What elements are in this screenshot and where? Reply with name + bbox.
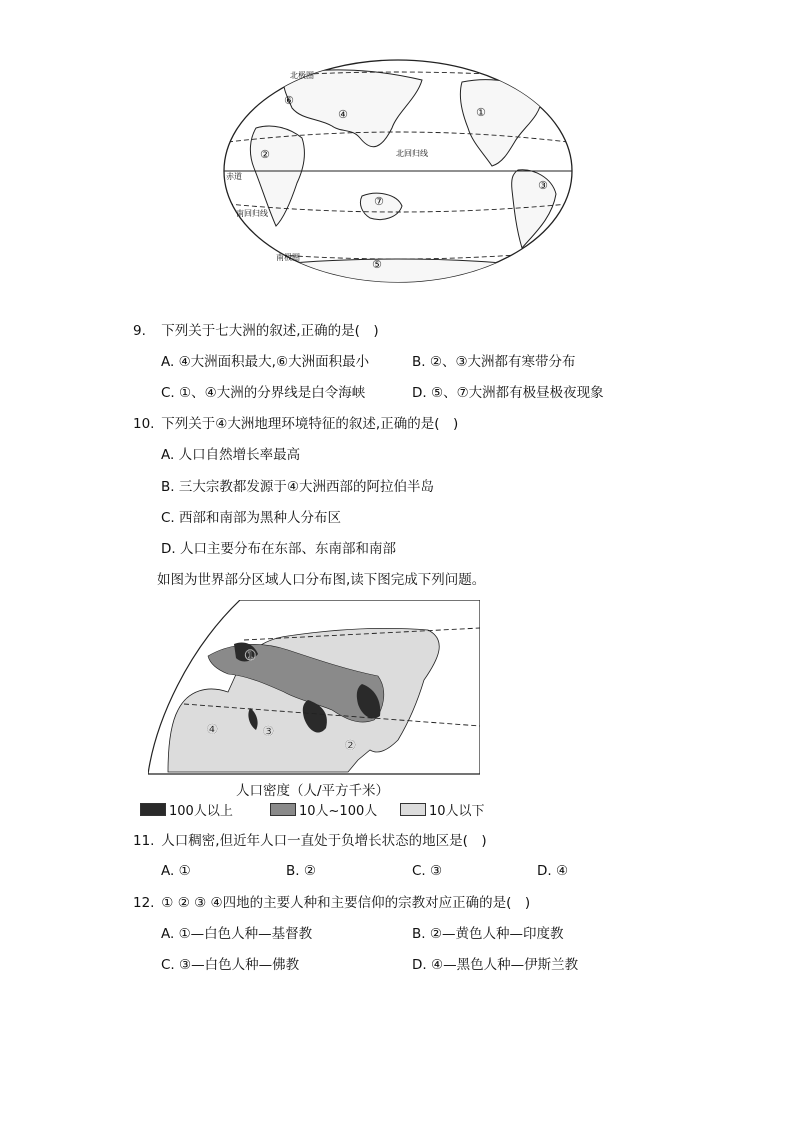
question-number: 9. xyxy=(133,323,146,339)
world-map xyxy=(222,58,574,284)
question-number: 12. xyxy=(133,895,155,911)
option-10b[interactable]: B. 三大宗教都发源于④大洲西部的阿拉伯半岛 xyxy=(161,479,434,495)
marker-1: ① xyxy=(476,106,486,119)
marker-5: ⑤ xyxy=(372,258,382,271)
option-10d[interactable]: D. 人口主要分布在东部、东南部和南部 xyxy=(161,541,396,557)
option-10c[interactable]: C. 西部和南部为黑种人分布区 xyxy=(161,510,342,526)
option-9b[interactable]: B. ②、③大洲都有寒带分布 xyxy=(412,354,576,370)
option-11d[interactable]: D. ④ xyxy=(537,863,569,879)
question-9 xyxy=(133,322,379,340)
question-text: 下列关于④大洲地理环境特征的叙述,正确的是( ) xyxy=(161,416,459,432)
marker-1: ① xyxy=(244,648,257,664)
legend-title: 人口密度（人/平方千米） xyxy=(236,783,390,799)
marker-2: ② xyxy=(344,738,357,754)
question-text: 下列关于七大洲的叙述,正确的是( ) xyxy=(161,323,379,339)
tropic-of-capricorn-label: 南回归线 xyxy=(236,209,268,218)
question-11 xyxy=(133,832,487,850)
legend-item-medium xyxy=(270,800,377,819)
option-12b[interactable]: B. ②—黄色人种—印度教 xyxy=(412,926,564,942)
legend-label: 100人以上 xyxy=(169,804,233,819)
question-text: ① ② ③ ④四地的主要人种和主要信仰的宗教对应正确的是( ) xyxy=(161,895,531,911)
marker-3: ③ xyxy=(262,724,275,740)
legend-item-high xyxy=(140,800,233,819)
legend-swatch xyxy=(270,803,296,816)
legend-swatch xyxy=(400,803,426,816)
option-11b[interactable]: B. ② xyxy=(286,863,316,879)
legend-item-low xyxy=(400,800,485,819)
question-number: 10. xyxy=(133,416,155,432)
option-9d[interactable]: D. ⑤、⑦大洲都有极昼极夜现象 xyxy=(412,385,604,401)
legend-label: 10人以下 xyxy=(429,804,485,819)
marker-2: ② xyxy=(260,148,270,161)
legend-swatch xyxy=(140,803,166,816)
option-11a[interactable]: A. ① xyxy=(161,863,191,879)
option-10a[interactable]: A. 人口自然增长率最高 xyxy=(161,447,301,463)
option-9a[interactable]: A. ④大洲面积最大,⑥大洲面积最小 xyxy=(161,354,370,370)
legend-label: 10人~100人 xyxy=(299,804,378,819)
marker-3: ③ xyxy=(538,179,548,192)
tropic-of-cancer-label: 北回归线 xyxy=(396,149,428,158)
population-density-map xyxy=(148,600,480,776)
arctic-circle-label: 北极圈 xyxy=(290,71,314,80)
antarctic-circle-label: 南极圈 xyxy=(276,253,300,262)
marker-6: ⑥ xyxy=(284,94,294,107)
question-10 xyxy=(133,415,458,433)
question-number: 11. xyxy=(133,833,155,849)
option-11c[interactable]: C. ③ xyxy=(412,863,443,879)
marker-4: ④ xyxy=(206,722,219,738)
intro-text: 如图为世界部分区域人口分布图,读下图完成下列问题。 xyxy=(157,572,486,588)
option-9c[interactable]: C. ①、④大洲的分界线是白令海峡 xyxy=(161,385,366,401)
question-12 xyxy=(133,894,530,912)
question-text: 人口稠密,但近年人口一直处于负增长状态的地区是( ) xyxy=(161,833,487,849)
marker-7: ⑦ xyxy=(374,195,384,208)
equator-label: 赤道 xyxy=(226,172,242,181)
option-12c[interactable]: C. ③—白色人种—佛教 xyxy=(161,957,300,973)
marker-4: ④ xyxy=(338,108,348,121)
option-12d[interactable]: D. ④—黑色人种—伊斯兰教 xyxy=(412,957,579,973)
option-12a[interactable]: A. ①—白色人种—基督教 xyxy=(161,926,313,942)
